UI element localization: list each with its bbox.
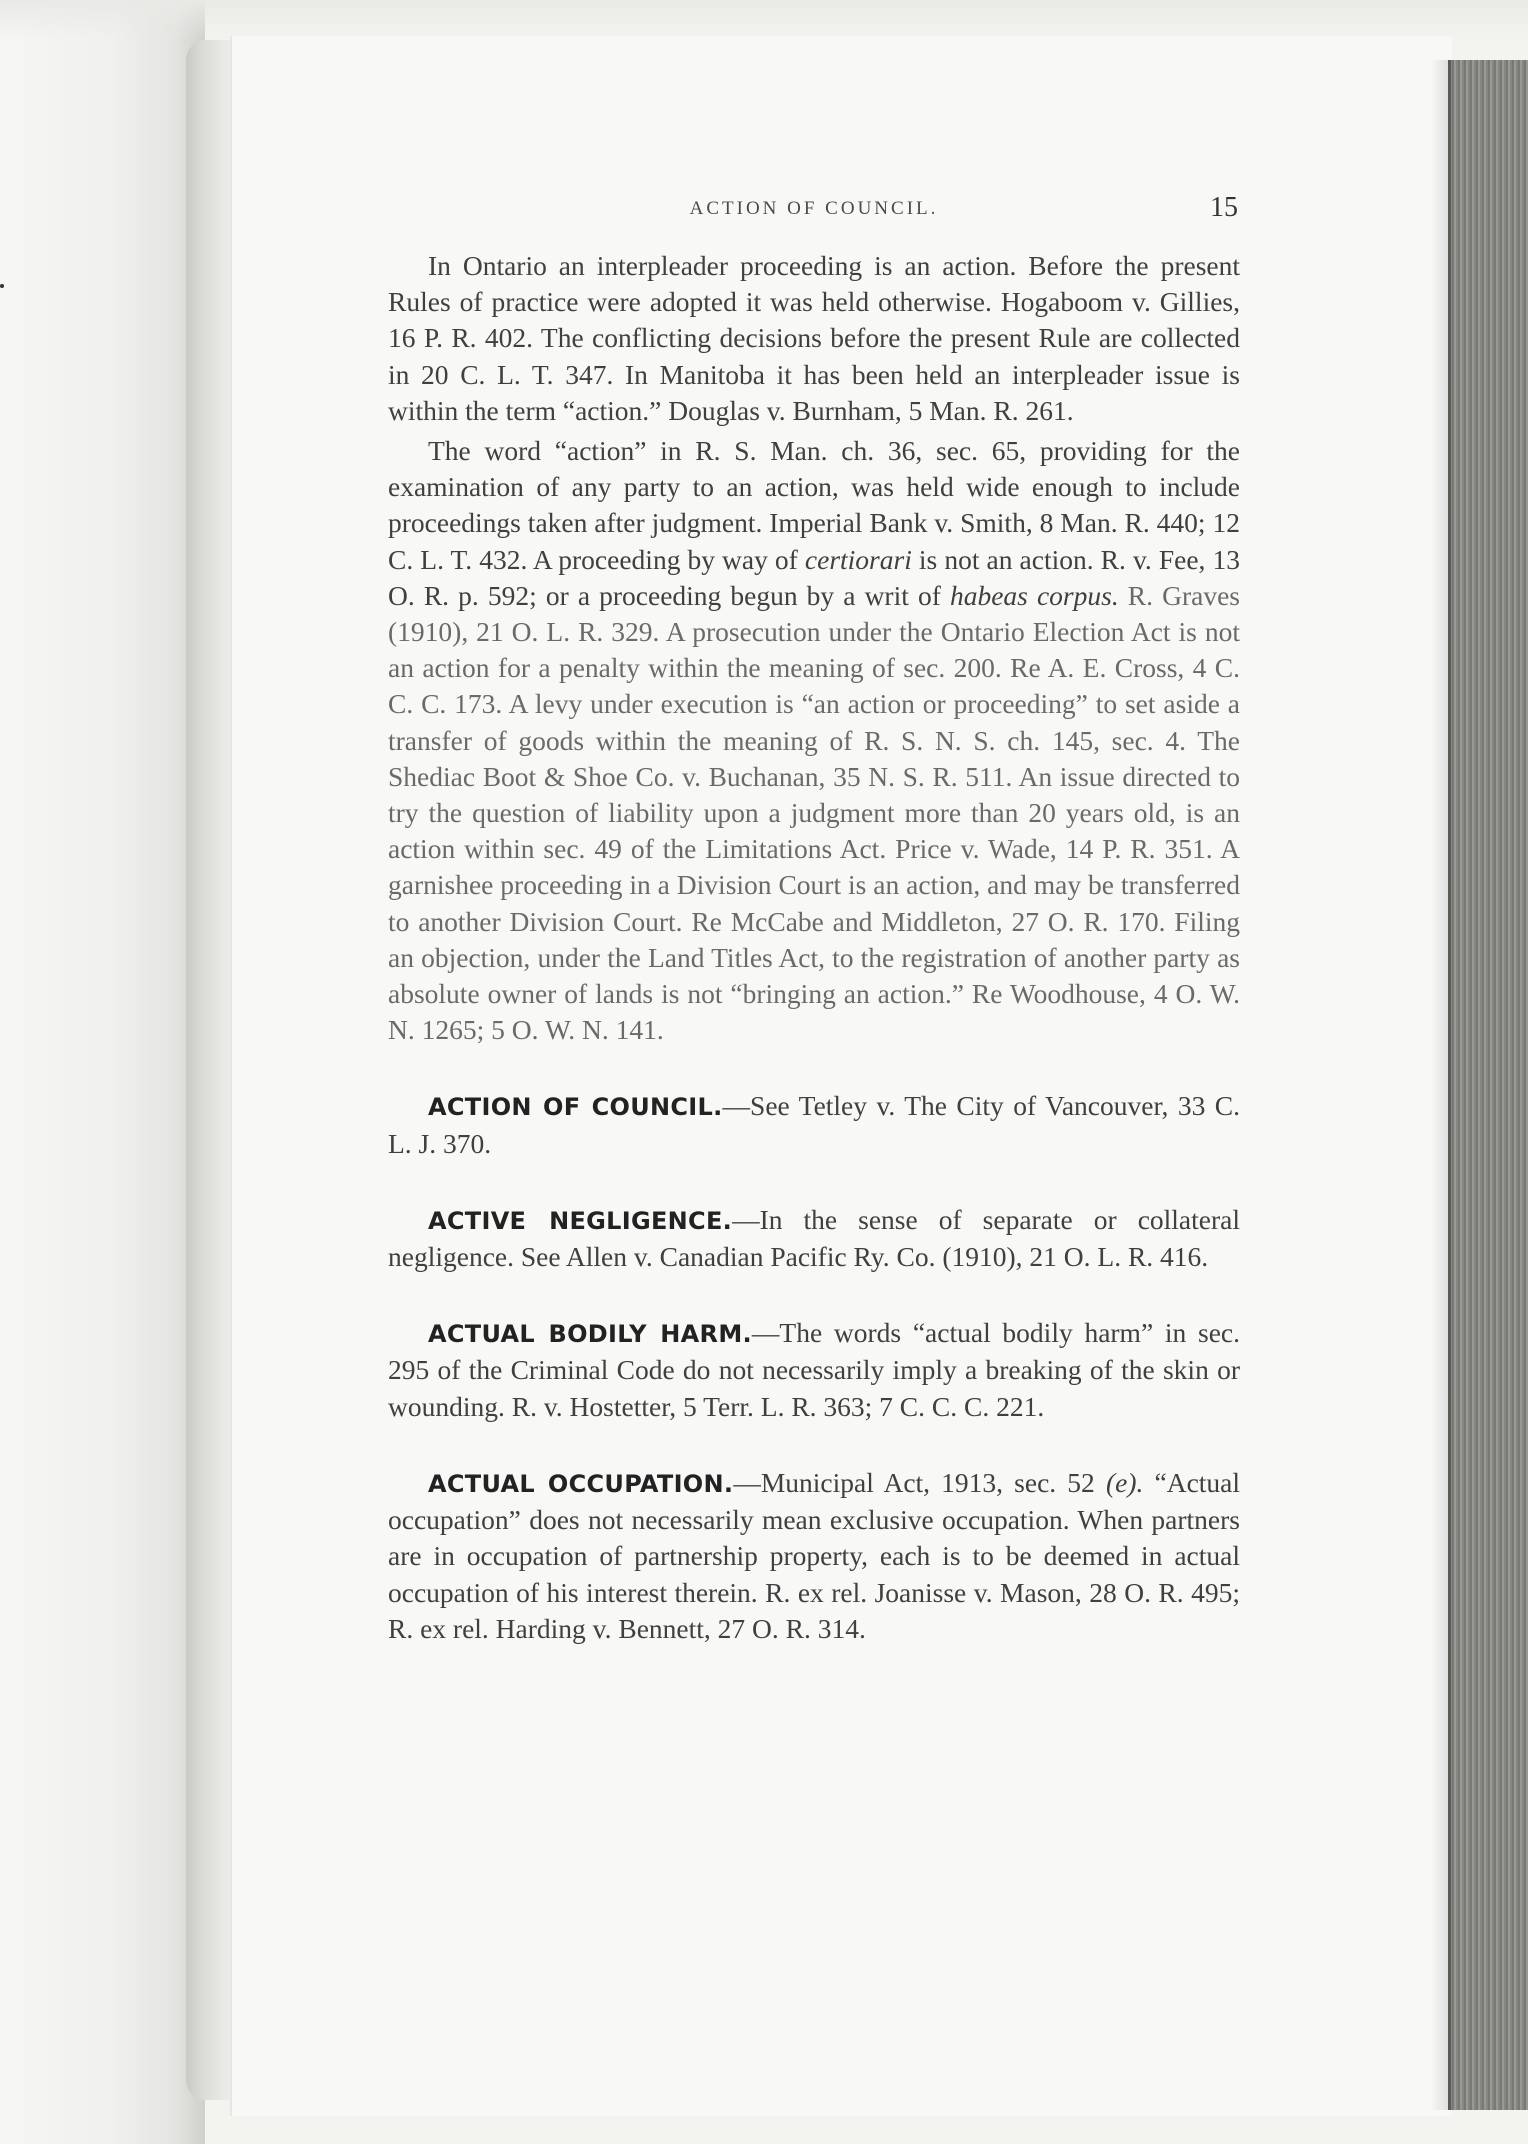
paragraph-text: R. Graves (1910), 21 O. L. R. 329. A prosecution under the Ontario Election Act is not an action for a penalty within the meaning of sec. 200. Re A. E. Cross, 4 C. C. C. 173. A levy under execution is “an action or proceeding” to set aside a transfer of goods within the meaning of R. S. N. S. ch. 145, sec. 4. The Shediac Boot & Shoe Co. v. Buchanan, 35 N. S. R. 511. An issue directed to try the question of liability upon a judgment more than 20 years old, is an action within sec. 49 of the Limitations Act. Price v. Wade, 14 P. R. 351. A garnishee proceeding in a Division Court is an action, and may be transferred to another Division Court. Re McCabe and Middleton, 27 O. R. 170. Filing an objection, under the Land Titles Act, to the registration of another party as absolute owner of lands is not “bringing an action.” Re Woodhouse, 4 O. W. N. 1265; 5 O. W. N. 141. (388, 579, 1240, 1046)
running-head-title: ACTION OF COUNCIL. (689, 198, 939, 219)
page-stack-edge (1448, 60, 1528, 2110)
entry-text: —Municipal Act, 1913, sec. 52 (733, 1466, 1095, 1498)
entry-heading: ACTUAL OCCUPATION. (428, 1469, 734, 1498)
entry-actual-occupation (388, 1465, 1240, 1647)
italic-term-habeas-corpus: habeas corpus. (949, 579, 1119, 611)
paragraph-word-action (388, 433, 1240, 1048)
paragraph-text: The word “action” in R. S. Man. ch. 36, sec. 65, providing for the examination of any party to an action, was held wide enough to include proceedings taken after judgment. Imperial Bank v. Smith, 8 Man. R. 440; 12 C. L. T. 432. A proceeding by way of (388, 435, 1240, 575)
running-head (388, 190, 1240, 238)
entry-text: —In the sense of separate or collateral negligence. See Allen v. Canadian Pacific Ry. Co. (1910), 21 O. L. R. 416. (388, 1203, 1240, 1273)
page-content (388, 190, 1240, 1647)
entry-action-of-council (388, 1088, 1240, 1161)
entry-italic: (e). (1105, 1466, 1144, 1498)
entry-heading: ACTION OF COUNCIL. (428, 1093, 723, 1122)
entry-heading: ACTIVE NEGLIGENCE. (428, 1206, 733, 1235)
entry-actual-bodily-harm (388, 1315, 1240, 1425)
entry-active-negligence (388, 1202, 1240, 1275)
entry-heading: ACTUAL BODILY HARM. (428, 1320, 752, 1349)
entry-text: —The words “actual bodily harm” in sec. 295 of the Criminal Code do not necessarily imply a breaking of the skin or wounding. R. v. Hostetter, 5 Terr. L. R. 363; 7 C. C. C. 221. (388, 1317, 1240, 1422)
entry-text: “Actual occupation” does not necessarily mean exclusive occupation. When partners are in occupation of partnership property, each is to be deemed in actual occupation of his interest therein. R. ex rel. Joanisse v. Mason, 28 O. R. 495; R. ex rel. Harding v. Bennett, 27 O. R. 314. (388, 1466, 1241, 1644)
facing-page-edge (0, 0, 205, 2144)
entry-text: —See Tetley v. The City of Vancouver, 33 C. L. J. 370. (388, 1090, 1240, 1159)
paragraph-interpleader: In Ontario an interpleader proceeding is an action. Before the present Rules of practice were adopted it was held otherwise. Hogaboom v. Gillies, 16 P. R. 402. The conflicting decisions before the present Rule are collected in 20 C. L. T. 347. In Manitoba it has been held an interpleader issue is within the term “action.” Douglas v. Burnham, 5 Man. R. 261. (388, 250, 1240, 426)
page-number: 15 (1210, 192, 1238, 223)
italic-term-certiorari: certiorari (804, 543, 912, 575)
paragraph-text: is not an action. R. v. Fee, 13 O. R. p. 592; or a proceeding begun by a writ of (388, 543, 1240, 611)
scan-speck (0, 284, 4, 288)
top-shadow (0, 0, 1528, 40)
